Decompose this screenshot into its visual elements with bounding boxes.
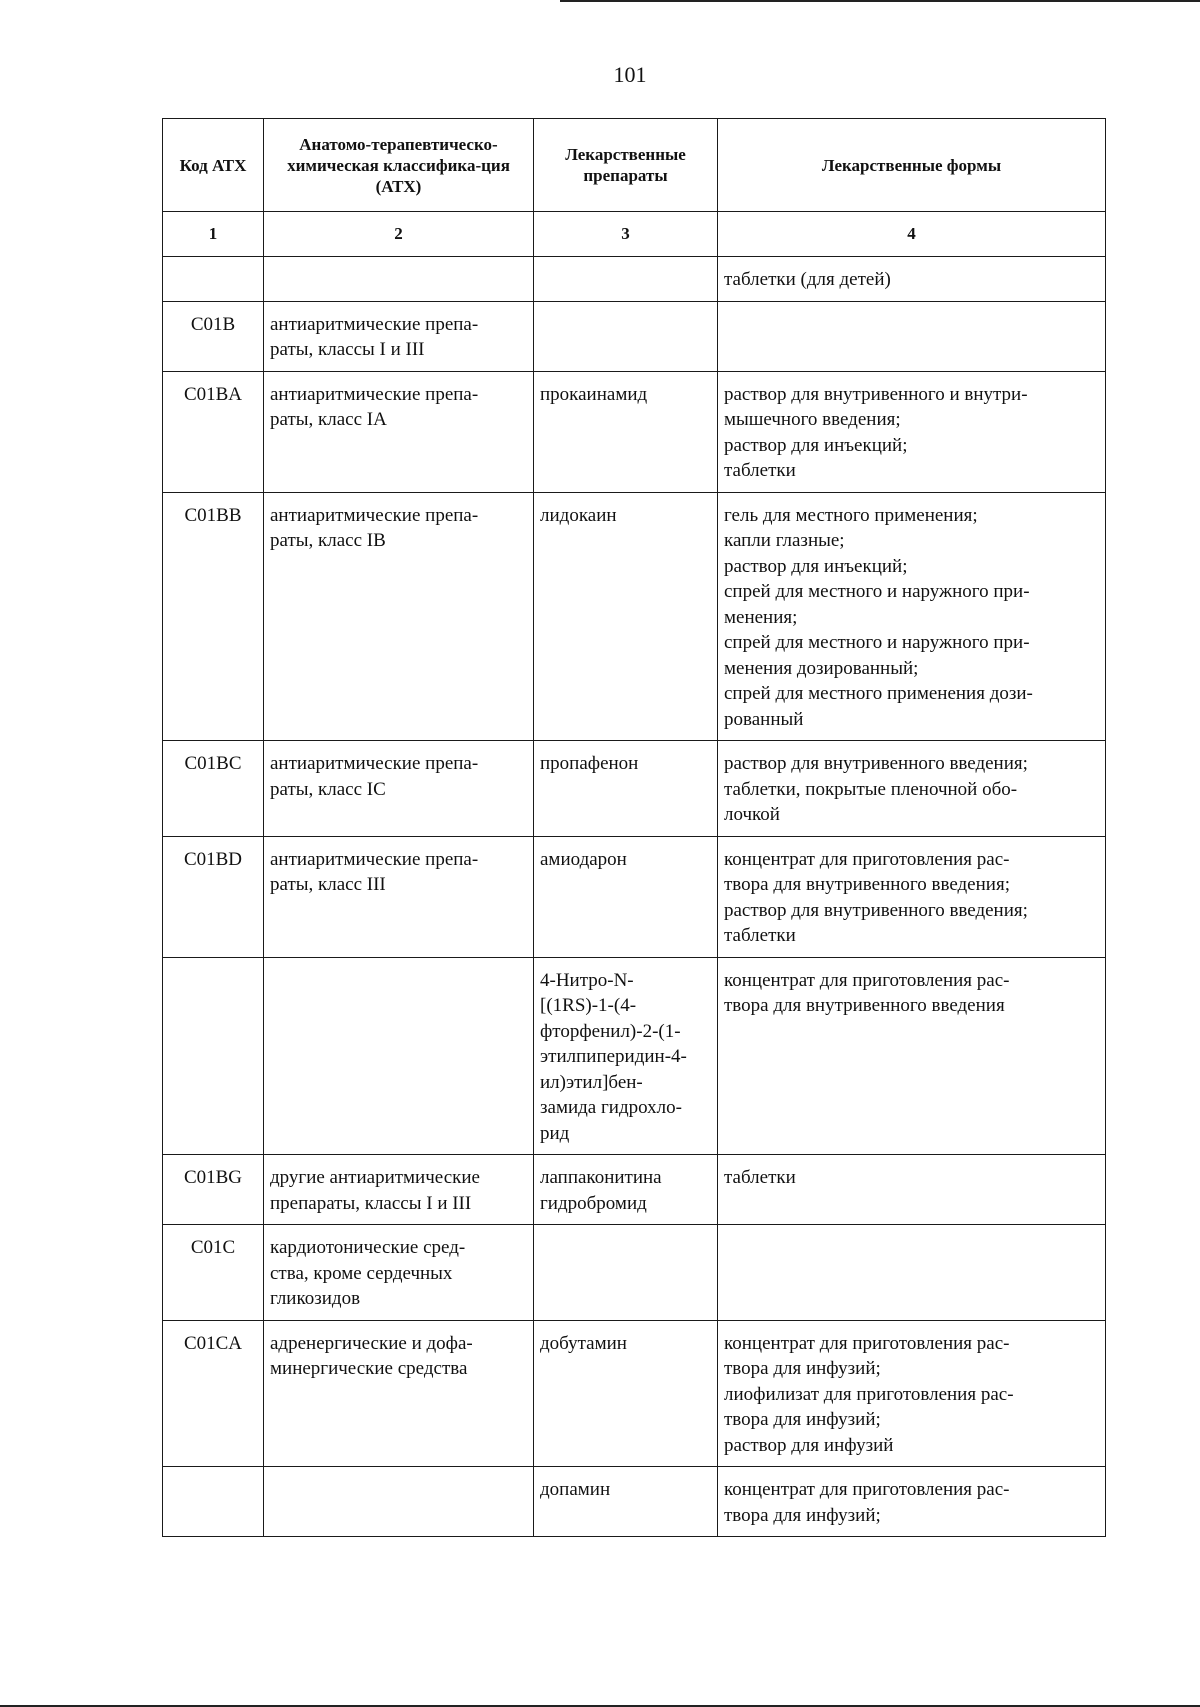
cell-text-line: раствор для внутривенного введения; [724, 899, 1028, 921]
header-dosage-forms: Лекарственные формы [718, 119, 1106, 212]
table-row [163, 1320, 1106, 1467]
table-row [163, 301, 1106, 371]
cell-text-line: лидокаин [540, 504, 617, 526]
header-atc-code: Код АТХ [163, 119, 264, 212]
cell-text-line: антиаритмические препа- [270, 504, 479, 526]
cell-text-line: антиаритмические препа- [270, 383, 479, 405]
header-drugs: Лекарственные препараты [534, 119, 718, 212]
cell-text-line: антиаритмические препа- [270, 848, 479, 870]
cell-text-line: этилпиперидин-4- [540, 1046, 687, 1067]
cell-text-line: раты, класс III [270, 874, 386, 895]
cell-text-line: твора для внутривенного введения; [724, 874, 1010, 895]
drug-name-cell [534, 741, 718, 837]
cell-text-line: адренергические и дофа- [270, 1332, 473, 1354]
cell-text-line: спрей для местного и наружного при- [724, 581, 1030, 602]
cell-text-line: раствор для внутривенного введения; [724, 753, 1028, 774]
atc-classification-table [162, 118, 1106, 1537]
dosage-forms-cell [718, 836, 1106, 957]
dosage-forms-cell [718, 1467, 1106, 1537]
cell-text-line: концентрат для приготовления рас- [724, 1332, 1010, 1354]
cell-text-line: раствор для инфузий [724, 1434, 894, 1456]
cell-text-line: замида гидрохло- [540, 1097, 682, 1118]
table-row [163, 257, 1106, 302]
cell-text-line: лочкой [724, 804, 780, 825]
drug-name-cell [534, 836, 718, 957]
drug-name-cell [534, 1320, 718, 1467]
atc-code-cell: C01BC [163, 741, 264, 837]
page-number: 101 [613, 62, 647, 87]
drug-name-cell [534, 1155, 718, 1225]
dosage-forms-cell [718, 492, 1106, 741]
table-row [163, 1155, 1106, 1225]
atc-code-cell [163, 957, 264, 1155]
atc-class-cell [264, 741, 534, 837]
cell-text-line: минергические средства [270, 1358, 468, 1379]
cell-text-line: концентрат для приготовления рас- [724, 969, 1010, 991]
atc-class-cell [264, 957, 534, 1155]
atc-class-cell [264, 371, 534, 492]
cell-text-line: ства, кроме сердечных [270, 1262, 453, 1284]
cell-text-line: амиодарон [540, 848, 627, 870]
cell-text-line: капли глазные; [724, 530, 845, 551]
table-row [163, 957, 1106, 1155]
atc-code-cell [163, 1467, 264, 1537]
dosage-forms-cell [718, 1320, 1106, 1467]
atc-code-cell: C01B [163, 301, 264, 371]
cell-text-line: таблетки [724, 925, 796, 946]
cell-text-line: спрей для местного и наружного при- [724, 632, 1030, 653]
cell-text-line: пропафенон [540, 753, 639, 774]
drug-name-cell [534, 257, 718, 302]
cell-text-line: раствор для инъекций; [724, 434, 908, 456]
drug-name-cell [534, 301, 718, 371]
column-number: 1 [163, 212, 264, 257]
cell-text-line: твора для инфузий; [724, 1504, 881, 1526]
cell-text-line: рованный [724, 708, 804, 730]
cell-text-line: раствор для внутривенного и внутри- [724, 383, 1028, 405]
cell-text-line: твора для инфузий; [724, 1409, 881, 1430]
cell-text-line: 4-Нитро-N- [540, 969, 634, 991]
drug-name-cell [534, 1225, 718, 1321]
table-row [163, 371, 1106, 492]
cell-text-line: добутамин [540, 1332, 627, 1354]
table-row [163, 1467, 1106, 1537]
atc-class-cell [264, 257, 534, 302]
dosage-forms-cell [718, 371, 1106, 492]
cell-text-line: антиаритмические препа- [270, 753, 479, 774]
cell-text-line: раты, классы I и III [270, 339, 425, 360]
table-row [163, 741, 1106, 837]
cell-text-line: лиофилизат для приготовления рас- [724, 1383, 1014, 1405]
drug-name-cell [534, 371, 718, 492]
cell-text-line: таблетки, покрытые пленочной обо- [724, 778, 1018, 800]
cell-text-line: мышечного введения; [724, 409, 901, 430]
cell-text-line: таблетки [724, 460, 796, 481]
cell-text-line: гель для местного применения; [724, 504, 978, 526]
atc-class-cell [264, 1225, 534, 1321]
dosage-forms-cell [718, 741, 1106, 837]
header-atc-classification: Анатомо-терапевтическо-химическая классифика-ция (АТХ) [264, 119, 534, 212]
column-number: 2 [264, 212, 534, 257]
cell-text-line: рид [540, 1122, 570, 1144]
atc-class-cell [264, 492, 534, 741]
cell-text-line: твора для инфузий; [724, 1358, 881, 1379]
dosage-forms-cell [718, 257, 1106, 302]
atc-code-cell [163, 257, 264, 302]
cell-text-line: таблетки [724, 1167, 796, 1188]
cell-text-line: кардиотонические сред- [270, 1237, 466, 1258]
atc-code-cell: C01BG [163, 1155, 264, 1225]
cell-text-line: твора для внутривенного введения [724, 995, 1005, 1016]
cell-text-line: раты, класс IB [270, 530, 386, 551]
column-number: 3 [534, 212, 718, 257]
dosage-forms-cell [718, 1225, 1106, 1321]
cell-text-line: гликозидов [270, 1288, 361, 1309]
dosage-forms-cell [718, 1155, 1106, 1225]
cell-text-line: гидробромид [540, 1192, 647, 1214]
table-row [163, 1225, 1106, 1321]
cell-text-line: раты, класс IC [270, 778, 386, 800]
table-row [163, 492, 1106, 741]
cell-text-line: [(1RS)-1-(4- [540, 995, 637, 1016]
cell-text-line: концентрат для приготовления рас- [724, 848, 1010, 870]
cell-text-line: раты, класс IA [270, 409, 387, 430]
drug-name-cell [534, 1467, 718, 1537]
cell-text-line: фторфенил)-2-(1- [540, 1020, 681, 1042]
cell-text-line: препараты, классы I и III [270, 1192, 472, 1214]
dosage-forms-cell [718, 957, 1106, 1155]
atc-class-cell [264, 1155, 534, 1225]
cell-text-line: прокаинамид [540, 383, 648, 405]
atc-code-cell: C01BB [163, 492, 264, 741]
cell-text-line: спрей для местного применения дози- [724, 683, 1033, 704]
table-row [163, 836, 1106, 957]
cell-text-line: концентрат для приготовления рас- [724, 1479, 1010, 1500]
atc-code-cell: C01BD [163, 836, 264, 957]
drug-name-cell [534, 492, 718, 741]
atc-code-cell: C01CA [163, 1320, 264, 1467]
drug-name-cell [534, 957, 718, 1155]
atc-class-cell [264, 1320, 534, 1467]
atc-class-cell [264, 301, 534, 371]
cell-text-line: ил)этил]бен- [540, 1071, 643, 1093]
cell-text-line: лаппаконитина [540, 1167, 662, 1188]
table-header-row [163, 119, 1106, 212]
dosage-forms-cell [718, 301, 1106, 371]
atc-class-cell [264, 836, 534, 957]
cell-text-line: менения дозированный; [724, 657, 919, 679]
column-number: 4 [718, 212, 1106, 257]
atc-class-cell [264, 1467, 534, 1537]
cell-text-line: антиаритмические препа- [270, 313, 479, 335]
cell-text-line: раствор для инъекций; [724, 555, 908, 577]
column-number-row [163, 212, 1106, 257]
cell-text-line: менения; [724, 606, 798, 628]
cell-text-line: допамин [540, 1479, 611, 1500]
cell-text-line: другие антиаритмические [270, 1167, 480, 1188]
atc-code-cell: C01BA [163, 371, 264, 492]
top-scan-rule [560, 0, 1200, 2]
atc-code-cell: C01C [163, 1225, 264, 1321]
cell-text-line: таблетки (для детей) [724, 269, 891, 290]
